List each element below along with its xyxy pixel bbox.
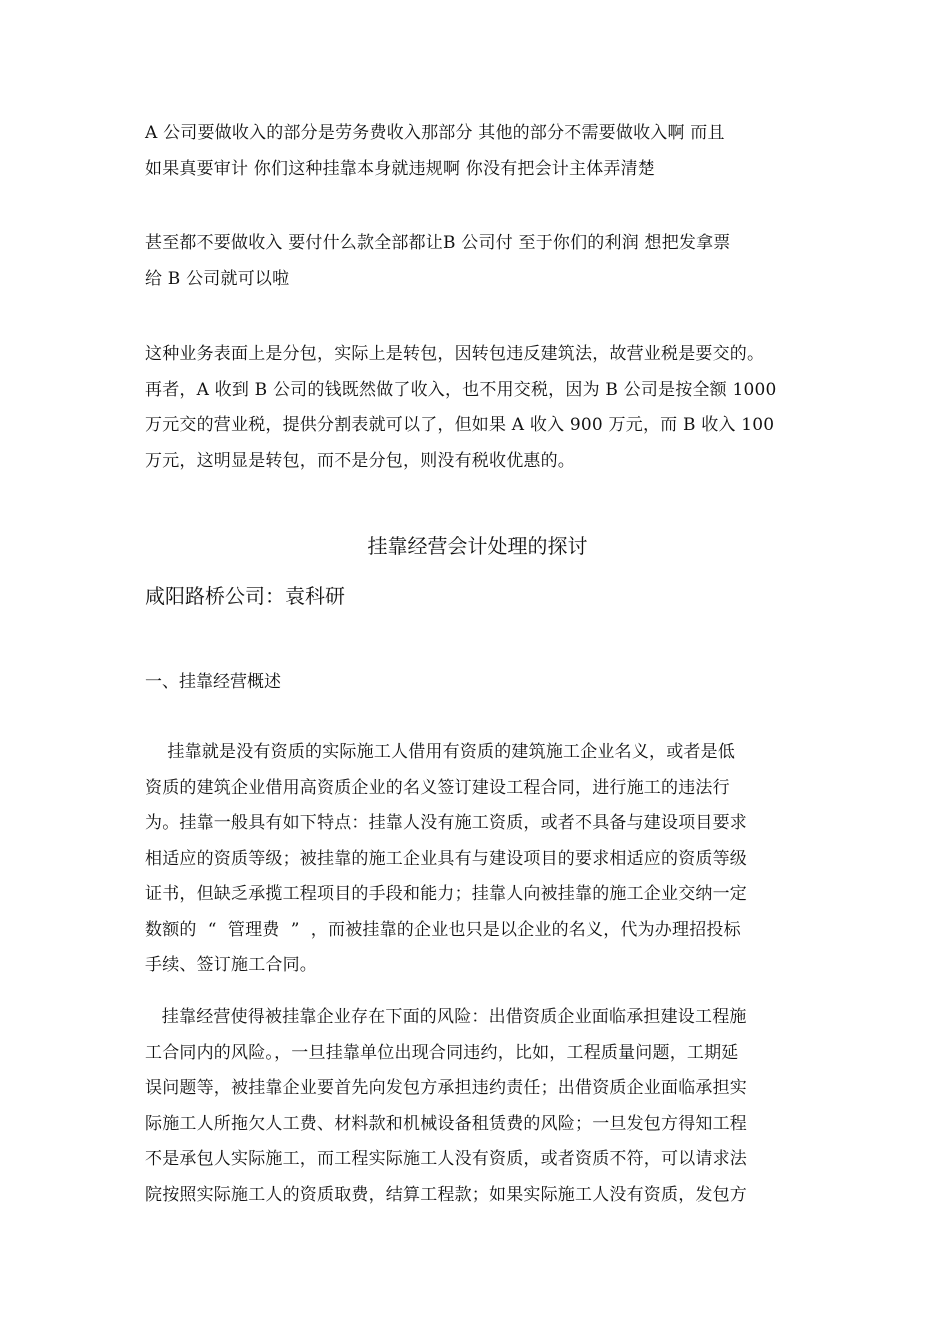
text-line: 院按照实际施工人的资质取费，结算工程款；如果实际施工人没有资质，发包方 [145, 1184, 747, 1205]
paragraph-2 [145, 226, 810, 297]
text-line: 这种业务表面上是分包，实际上是转包，因转包违反建筑法，故营业税是要交的。 [145, 344, 765, 364]
article-author: 咸阳路桥公司：袁科研 [145, 584, 345, 608]
article-title: 挂靠经营会计处理的探讨 [367, 534, 588, 558]
text-line: 误问题等，被挂靠企业要首先向发包方承担违约责任；出借资质企业面临承担实 [145, 1078, 747, 1098]
text-line: A 公司要做收入的部分是劳务费收入那部分 其他的部分不需要做收入啊 而且 [145, 123, 725, 143]
text-line: 为。挂靠一般具有如下特点：挂靠人没有施工资质，或者不具备与建设项目要求 [145, 813, 747, 833]
text-line: 际施工人所拖欠人工费、材料款和机械设备租赁费的风险；一旦发包方得知工程 [145, 1113, 747, 1134]
text-line: 资质的建筑企业借用高资质企业的名义签订建设工程合同，进行施工的违法行 [145, 777, 730, 798]
text-line: 挂靠经营使得被挂靠企业存在下面的风险：出借资质企业面临承担建设工程施 [145, 1007, 747, 1027]
section-heading: 一、挂靠经营概述 [145, 672, 281, 692]
text-line: 挂靠就是没有资质的实际施工人借用有资质的建筑施工企业名义，或者是低 [145, 742, 736, 762]
paragraph-3 [145, 337, 810, 479]
text-line: 万元交的营业税，提供分割表就可以了，但如果 A 收入 900 万元，而 B 收入 100 [145, 415, 775, 435]
paragraph-4 [145, 735, 810, 984]
text-line: 相适应的资质等级；被挂靠的施工企业具有与建设项目的要求相适应的资质等级 [145, 848, 747, 869]
text-line: 万元，这明显是转包，而不是分包，则没有税收优惠的。 [145, 450, 575, 471]
text-line: 工合同内的风险。，一旦挂靠单位出现合同违约，比如，工程质量问题，工期延 [145, 1042, 739, 1063]
text-line: 甚至都不要做收入 要付什么款全部都让B 公司付 至于你们的利润 想把发拿票 [145, 233, 731, 253]
text-line: 给 B 公司就可以啦 [145, 268, 290, 289]
paragraph-5 [145, 1000, 810, 1213]
text-line: 数额的 “ 管理费 ” ，而被挂靠的企业也只是以企业的名义，代为办理招投标 [145, 919, 741, 940]
text-line: 如果真要审计 你们这种挂靠本身就违规啊 你没有把会计主体弄清楚 [145, 158, 656, 179]
paragraph-1 [145, 116, 810, 187]
text-line: 再者，A 收到 B 公司的钱既然做了收入，也不用交税，因为 B 公司是按全额 1000 [145, 379, 777, 400]
text-line: 不是承包人实际施工，而工程实际施工人没有资质，或者资质不符，可以请求法 [145, 1149, 747, 1169]
text-line: 手续、签订施工合同。 [145, 955, 317, 975]
text-line: 证书，但缺乏承揽工程项目的手段和能力；挂靠人向被挂靠的施工企业交纳一定 [145, 884, 747, 904]
